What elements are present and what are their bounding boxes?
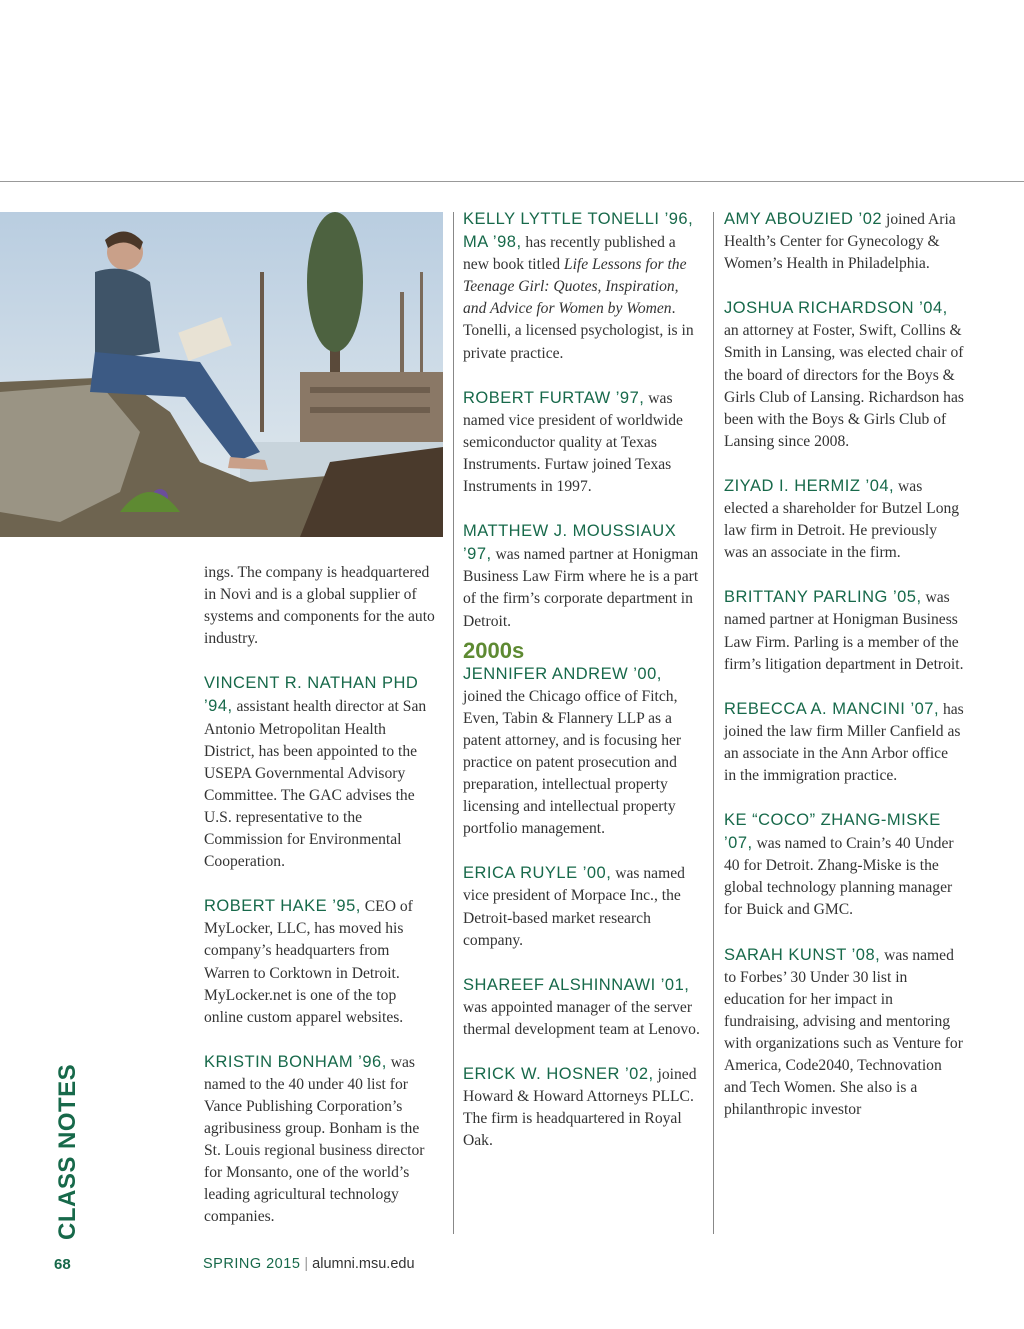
- column-2: [463, 208, 703, 1174]
- alumnus-name: SARAH KUNST ’08,: [724, 945, 881, 964]
- note-text: has recently published a new book titled: [463, 234, 676, 274]
- class-note-entry: [463, 974, 703, 1041]
- note-text: has joined the law firm Miller Canfield as an associate in the Ann Arbor office in the immigration practice.: [724, 700, 964, 784]
- class-note-entry: [204, 895, 436, 1029]
- note-text: was named to the 40 under 40 list for Vance Publishing Corporation’s agribusiness group. Bonham is the St. Louis regional business director for Monsanto, one of the world’s leading agricultural technology companies.: [204, 1053, 425, 1226]
- alumnus-name: JENNIFER ANDREW ’00,: [463, 664, 662, 683]
- alumnus-name: ERICK W. HOSNER ’02,: [463, 1065, 654, 1083]
- class-note-entry: [724, 475, 964, 564]
- note-text: was named to Forbes’ 30 Under 30 list in education for her impact in fundraising, advising and mentoring with organizations such as Venture for America, Code2040, Technovation and Tech Women. She also is a philanthropic investor: [724, 946, 963, 1119]
- class-note-entry: [724, 297, 964, 453]
- continuation-text: ings. The company is headquartered in Novi and is a global supplier of systems and components for the auto industry.: [204, 564, 435, 648]
- alumnus-name: VINCENT R. NATHAN PHD ’94,: [204, 674, 419, 716]
- alumnus-name: KE “COCO” ZHANG-MISKE ’07,: [724, 811, 941, 853]
- column-divider-2: [713, 212, 714, 1234]
- alumnus-name: ROBERT HAKE ’95,: [204, 897, 361, 916]
- alumnus-name: ROBERT FURTAW ’97,: [463, 388, 645, 407]
- alumnus-name: MATTHEW J. MOUSSIAUX ’97,: [463, 522, 677, 564]
- alumnus-name: AMY ABOUZIED ’02: [724, 210, 883, 228]
- note-text: was named vice president of worldwide semiconductor quality at Texas Instruments. Furtaw joined Texas Instruments in 1997.: [463, 389, 683, 496]
- alumnus-name: KELLY LYTTLE TONELLI ’96, MA ’98,: [463, 210, 694, 252]
- note-text: joined the Chicago office of Fitch, Even, Tabin & Flannery LLP as a patent attorney, and is focusing her practice on patent prosecution and preparation, intellectual property licensing and intellectual property portfolio management.: [463, 687, 682, 838]
- alumnus-name: REBECCA A. MANCINI ’07,: [724, 699, 940, 718]
- class-note-entry: [463, 520, 703, 632]
- note-text: was named to Crain’s 40 Under 40 for Detroit. Zhang-Miske is the global technology planning manager for Buick and GMC.: [724, 835, 954, 919]
- section-label: CLASS NOTES: [54, 1063, 81, 1240]
- column-1: [204, 562, 436, 1251]
- class-note-entry: [463, 387, 703, 498]
- class-note-entry: [463, 862, 703, 951]
- note-text: was appointed manager of the server thermal development team at Lenovo.: [463, 998, 700, 1038]
- website-link[interactable]: alumni.msu.edu: [312, 1256, 415, 1272]
- note-text: joined Howard & Howard Attorneys PLLC. The firm is headquartered in Royal Oak.: [463, 1066, 697, 1150]
- decade-heading: 2000s: [463, 637, 525, 663]
- alumnus-name: ZIYAD I. HERMIZ ’04,: [724, 476, 895, 495]
- class-note-entry: [724, 208, 964, 275]
- class-note-entry: [724, 944, 964, 1122]
- book-title: Life Lessons for the Teenage Girl: Quotes, Inspiration, and Advice for Women by Women: [463, 256, 687, 318]
- note-text: was named partner at Honigman Business Law Firm where he is a part of the firm’s corporate department in Detroit.: [463, 546, 699, 630]
- alumnus-name: ERICA RUYLE ’00,: [463, 864, 612, 883]
- class-note-entry: [463, 208, 703, 365]
- alumnus-name: BRITTANY PARLING ’05,: [724, 588, 922, 607]
- class-note-entry: [463, 663, 703, 841]
- note-text: was named partner at Honigman Business Law Firm. Parling is a member of the firm’s litigation department in Detroit.: [724, 589, 964, 673]
- column-divider-1: [453, 212, 454, 1234]
- note-text: was elected a shareholder for Butzel Long law firm in Detroit. He previously was an associate in the firm.: [724, 477, 960, 562]
- note-text: was named vice president of Morpace Inc., the Detroit-based market research company.: [463, 865, 685, 949]
- note-text: an attorney at Foster, Swift, Collins & Smith in Lansing, was elected chair of the board of directors for the Boys & Girls Club of Lansing. Richardson has been with the Boys & Girls Club of Lansing since 2008.: [724, 322, 964, 450]
- class-note-entry: [204, 672, 436, 873]
- alumnus-name: KRISTIN BONHAM ’96,: [204, 1052, 387, 1071]
- class-note-entry: [724, 809, 964, 921]
- class-note-entry: [204, 1051, 436, 1229]
- note-text: assistant health director at San Antonio Metropolitan Health District, has been appointed to the USEPA Governmental Advisory Committee. The GAC advises the U.S. representative to the Commission for Environmental Cooperation.: [204, 698, 427, 871]
- footer: [203, 1256, 415, 1272]
- page-number: 68: [54, 1256, 71, 1273]
- alumnus-name: SHAREEF ALSHINNAWI ’01,: [463, 975, 690, 994]
- top-rule: [0, 181, 1024, 182]
- class-note-entry: [463, 1063, 703, 1152]
- footer-separator: |: [304, 1256, 309, 1272]
- column-3: [724, 208, 964, 1143]
- student-reading-photo: [0, 212, 443, 537]
- issue-season: SPRING 2015: [203, 1256, 301, 1272]
- alumnus-name: JOSHUA RICHARDSON ’04,: [724, 299, 948, 318]
- class-note-entry: [724, 586, 964, 675]
- note-text: . Tonelli, a licensed psychologist, is in private practice.: [463, 300, 694, 362]
- class-note-entry: [724, 698, 964, 787]
- note-text: joined Aria Health’s Center for Gynecology & Women’s Health in Philadelphia.: [724, 211, 956, 273]
- note-text: CEO of MyLocker, LLC, has moved his company’s headquarters from Warren to Corktown in Detroit. MyLocker.net is one of the top online custom apparel websites.: [204, 898, 413, 1026]
